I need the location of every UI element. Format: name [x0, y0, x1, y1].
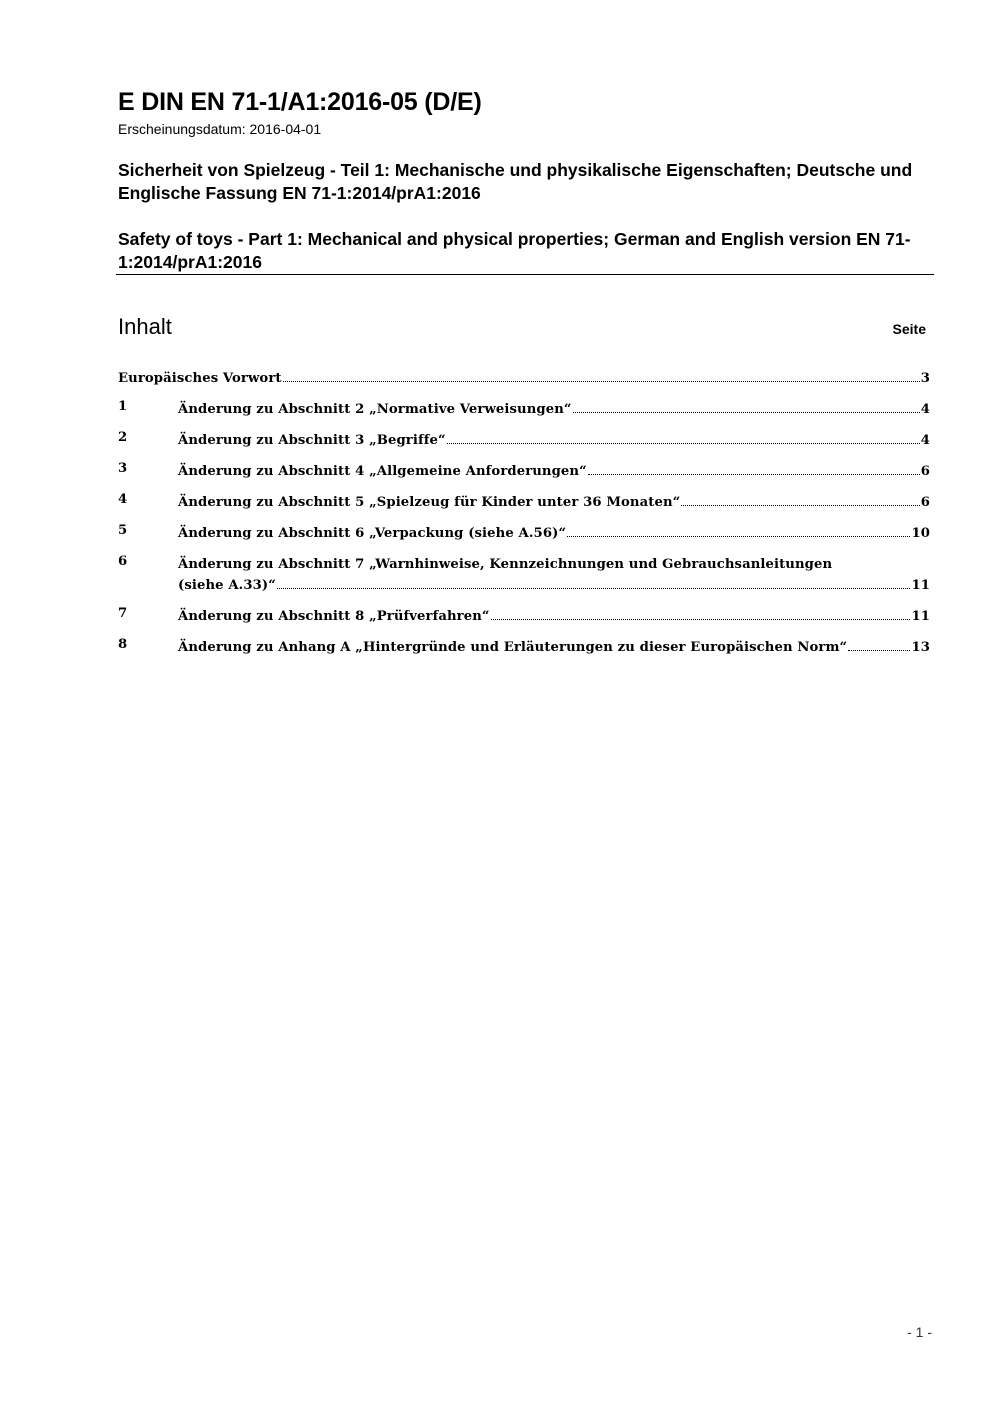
- toc-entry-page: 4: [920, 433, 930, 448]
- toc-entry-title[interactable]: Änderung zu Abschnitt 7 „Warnhinweise, Kennzeichnungen und Gebrauchsanleitungen: [178, 557, 833, 572]
- toc-entry-number: 6: [118, 554, 128, 569]
- toc-entry-title-continued[interactable]: (siehe A.33)“: [178, 578, 276, 593]
- toc-entry-title[interactable]: Änderung zu Abschnitt 4 „Allgemeine Anforderungen“: [178, 464, 587, 479]
- toc-entry-page: 6: [920, 495, 930, 510]
- toc-entry[interactable]: [118, 399, 930, 420]
- toc-entry-page: 3: [920, 371, 930, 386]
- toc-entry-title[interactable]: Änderung zu Abschnitt 5 „Spielzeug für Kinder unter 36 Monaten“: [178, 495, 681, 510]
- toc-entry[interactable]: [118, 430, 930, 451]
- toc-entry-number: 1: [118, 399, 128, 414]
- toc-entry-page: 10: [911, 526, 930, 541]
- toc-entry-title[interactable]: Europäisches Vorwort: [118, 371, 282, 386]
- toc-leader-dots: [588, 474, 920, 475]
- toc-entry[interactable]: [118, 368, 930, 389]
- toc-leader-dots: [277, 588, 911, 589]
- toc-entry-title[interactable]: Änderung zu Abschnitt 3 „Begriffe“: [178, 433, 446, 448]
- toc-entry-title[interactable]: Änderung zu Anhang A „Hintergründe und Erläuterungen zu dieser Europäischen Norm“: [178, 640, 848, 655]
- toc-leader-dots: [491, 619, 911, 620]
- toc-leader-dots: [283, 381, 920, 382]
- toc-entry-number: 7: [118, 606, 128, 621]
- toc-entry[interactable]: [118, 554, 930, 596]
- document-id: E DIN EN 71-1/A1:2016-05 (D/E): [118, 88, 482, 116]
- toc-leader-dots: [447, 443, 920, 444]
- toc-entry-number: 5: [118, 523, 128, 538]
- toc-entry[interactable]: [118, 606, 930, 627]
- table-of-contents: [118, 368, 930, 658]
- toc-entry[interactable]: [118, 523, 930, 544]
- toc-entry-number: 2: [118, 430, 128, 445]
- toc-entry-number: 3: [118, 461, 128, 476]
- toc-entry[interactable]: [118, 637, 930, 658]
- toc-entry-page: 6: [920, 464, 930, 479]
- toc-entry-page: 11: [911, 578, 930, 593]
- toc-leader-dots: [681, 505, 919, 506]
- publication-date: Erscheinungsdatum: 2016-04-01: [118, 121, 322, 137]
- toc-page-label: Seite: [892, 321, 926, 337]
- toc-entry-number: 8: [118, 637, 128, 652]
- toc-entry-page: 4: [920, 402, 930, 417]
- title-german: Sicherheit von Spielzeug - Teil 1: Mechanische und physikalische Eigenschaften; Deutsche und Englische Fassung EN 71-1:2014/prA1:2016: [118, 160, 913, 203]
- toc-heading: Inhalt: [118, 314, 172, 339]
- page-number: - 1 -: [907, 1324, 932, 1340]
- toc-entry[interactable]: [118, 461, 930, 482]
- toc-entry-number: 4: [118, 492, 128, 507]
- toc-entry-title[interactable]: Änderung zu Abschnitt 8 „Prüfverfahren“: [178, 609, 490, 624]
- toc-leader-dots: [573, 412, 920, 413]
- title-english: Safety of toys - Part 1: Mechanical and physical properties; German and English version EN 71-1:2014/prA1:2016: [118, 229, 911, 272]
- toc-entry[interactable]: [118, 492, 930, 513]
- toc-entry-page: 11: [911, 609, 930, 624]
- title-divider: [116, 274, 934, 275]
- toc-entry-page: 13: [911, 640, 930, 655]
- toc-leader-dots: [567, 536, 910, 537]
- toc-entry-title[interactable]: Änderung zu Abschnitt 6 „Verpackung (siehe A.56)“: [178, 526, 567, 541]
- toc-entry-title[interactable]: Änderung zu Abschnitt 2 „Normative Verweisungen“: [178, 402, 572, 417]
- toc-leader-dots: [848, 650, 910, 651]
